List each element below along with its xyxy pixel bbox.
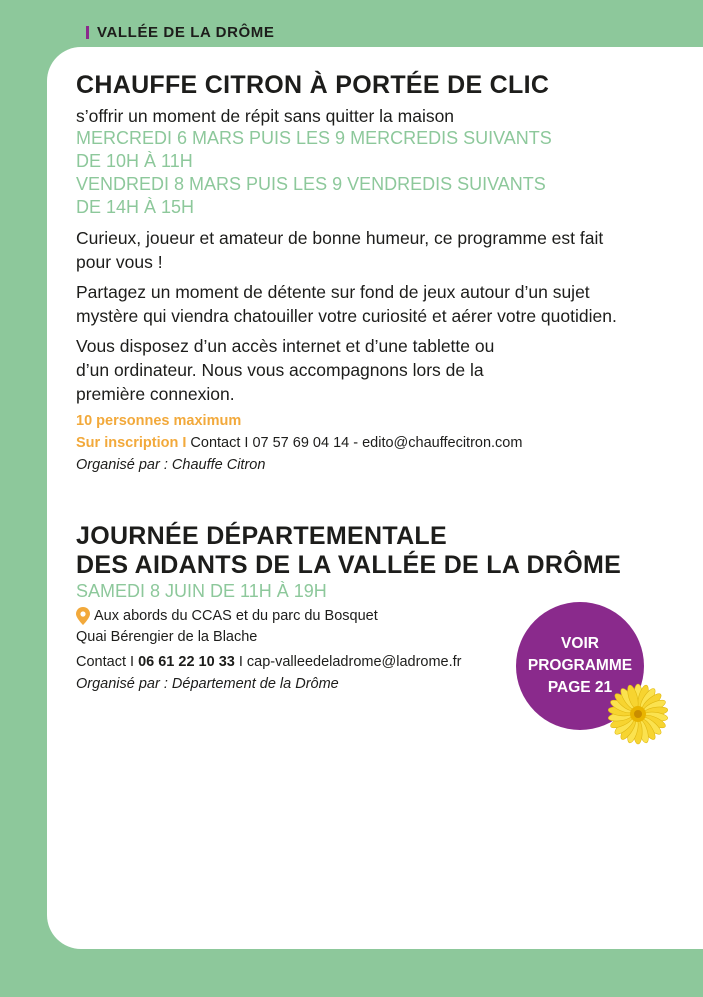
contact-label: Contact I [76, 654, 139, 670]
description-paragraph: Curieux, joueur et amateur de bonne humeur, ce programme est fait pour vous ! [76, 228, 604, 272]
location-address: Quai Bérengier de la Blache [76, 629, 258, 645]
date-line: DE 10H À 11H [76, 151, 193, 171]
date-line: VENDREDI 8 MARS PUIS LES 9 VENDREDIS SUIVANTS [76, 174, 546, 194]
organizer-line: Organisé par : Département de la Drôme [76, 676, 339, 692]
event-title-line: JOURNÉE DÉPARTEMENTALE [76, 522, 447, 550]
header-accent-bar [86, 26, 89, 39]
event-dates [76, 127, 636, 219]
event-title: CHAUFFE CITRON À PORTÉE DE CLIC [76, 71, 550, 99]
flower-icon [606, 682, 670, 746]
badge-line: PAGE 21 [547, 679, 613, 696]
date-line: MERCREDI 6 MARS PUIS LES 9 MERCREDIS SUIVANTS [76, 128, 552, 148]
capacity-note: 10 personnes maximum [76, 413, 242, 429]
contact-line [76, 432, 636, 454]
organizer-line: Organisé par : Chauffe Citron [76, 457, 266, 473]
inscription-label: Sur inscription I [76, 435, 187, 451]
location-text: Aux abords du CCAS et du parc du Bosquet [94, 608, 378, 624]
description-paragraph: Vous disposez d’un accès internet et d’une tablette ou d’un ordinateur. Nous vous accompagnons lors de la première connexion. [76, 336, 495, 404]
description-paragraph: Partagez un moment de détente sur fond de jeux autour d’un sujet mystère qui viendra chatouiller votre curiosité et aérer votre quotidien. [76, 282, 617, 326]
badge-line: PROGRAMME [527, 657, 633, 674]
badge-line: VOIR [561, 635, 599, 652]
section-title: VALLÉE DE LA DRÔME [97, 23, 275, 41]
date-line: DE 14H À 15H [76, 197, 195, 217]
event-subtitle: s’offrir un moment de répit sans quitter la maison [76, 106, 455, 126]
event-title-line: DES AIDANTS DE LA VALLÉE DE LA DRÔME [76, 551, 622, 579]
contact-phone[interactable]: 06 61 22 10 33 [138, 654, 235, 670]
map-pin-icon [76, 607, 90, 625]
contact-email[interactable]: I cap-valleedeladrome@ladrome.fr [234, 654, 462, 670]
section-header [86, 22, 274, 42]
event-date: SAMEDI 8 JUIN DE 11H À 19H [76, 581, 327, 601]
contact-info[interactable]: Contact I 07 57 69 04 14 - edito@chauffecitron.com [190, 435, 523, 451]
event-chauffe-citron [76, 70, 636, 476]
